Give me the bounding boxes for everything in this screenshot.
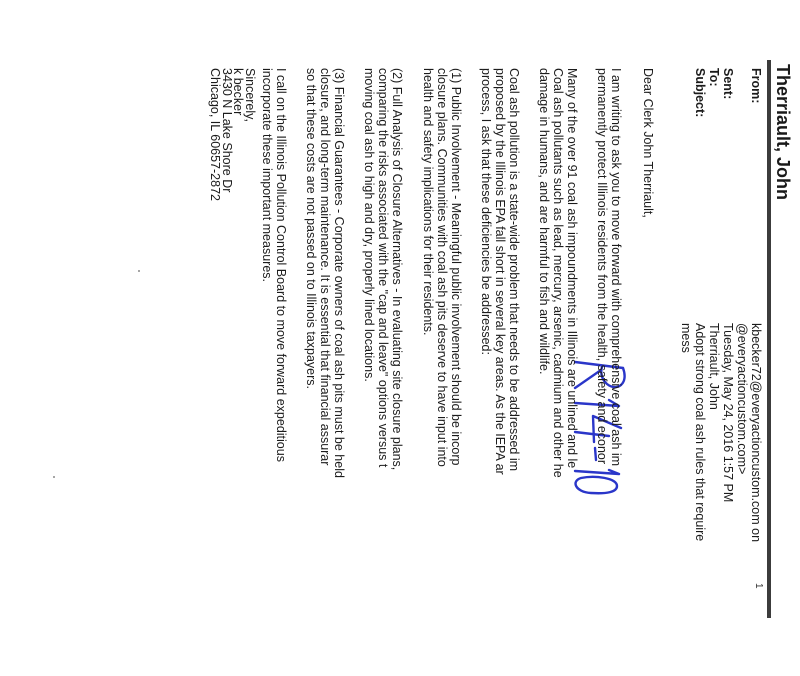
rotated-email-page (0, 58, 800, 676)
from-label: From: (749, 68, 763, 104)
sender-name: k becker (231, 68, 246, 116)
body-line: Coal ash pollutants such as lead, mercury, arsenic, cadmium and other he (551, 68, 565, 478)
body-line: closure, and long-term maintenance. It is essential that financial assurar (318, 68, 332, 466)
body-line: moving coal ash to high and dry, properly lined locations. (362, 68, 376, 382)
sent-value: Tuesday, May 24, 2016 1:57 PM (721, 323, 735, 503)
body-line: damage in humans, and are harmful to fish and wildlife. (537, 68, 551, 375)
sent-label: Sent: (721, 68, 735, 100)
to-label: To: (707, 68, 721, 87)
title-divider (767, 60, 771, 618)
subject-value-line-1: Adopt strong coal ash rules that require (693, 323, 707, 542)
scan-speck (53, 476, 55, 478)
margin-mark: 1 (753, 583, 764, 589)
closing: Sincerely, (243, 68, 257, 122)
scan-speck (138, 270, 140, 272)
body-line: proposed by the Illinois EPA fall short in several key areas. As the IEPA ar (493, 68, 507, 475)
body-line: incorporate these important measures. (260, 68, 274, 282)
body-line: so that these costs are not passed on to Illinois taxpayers. (304, 68, 318, 390)
body-line: Many of the over 91 coal ash impoundments in Illinois are unlined and le (565, 68, 579, 469)
body-line: closure plans. Communities with coal ash pits deserve to have input into (435, 68, 449, 467)
document-title: Therriault, John (773, 64, 793, 201)
signature-block (209, 68, 255, 201)
body-line: (3) Financial Guarantees - Corporate owners of coal ash pits must be held (332, 68, 346, 478)
body-line: health and safety implications for their residents. (421, 68, 435, 336)
body-line: (2) Full Analysis of Closure Alternatives - In evaluating site closure plans, (390, 68, 404, 471)
body-line: process, I ask that these deficiencies be addressed: (479, 68, 493, 355)
from-value-line-2: @everyactioncustom.com> (735, 323, 749, 475)
sender-street: 3430 N Lake Shore Dr (219, 68, 234, 193)
sender-city: Chicago, IL 60657-2872 (208, 68, 223, 201)
body-line: (1) Public Involvement - Meaningful public involvement should be incorp (449, 68, 463, 466)
body-line: I am writing to ask you to move forward with comprehensive coal ash im (609, 68, 623, 467)
from-value-line-1: kbecker72@everyactioncustom.com on (749, 323, 763, 543)
body-line: Coal ash pollution is a state-wide problem that needs to be addressed im (507, 68, 521, 472)
body-line: permanently protect Illinois residents from the health, safety and econor (595, 68, 609, 465)
body-line: comparing the risks associated with the "cap and leave" options versus t (376, 68, 390, 468)
subject-value-line-2: mess (679, 323, 693, 353)
body-line: I call on the Illinois Pollution Control Board to move forward expeditious (274, 68, 288, 462)
subject-label: Subject: (693, 68, 707, 118)
to-value: Therriault, John (707, 323, 721, 410)
salutation: Dear Clerk John Therriault, (641, 68, 655, 218)
